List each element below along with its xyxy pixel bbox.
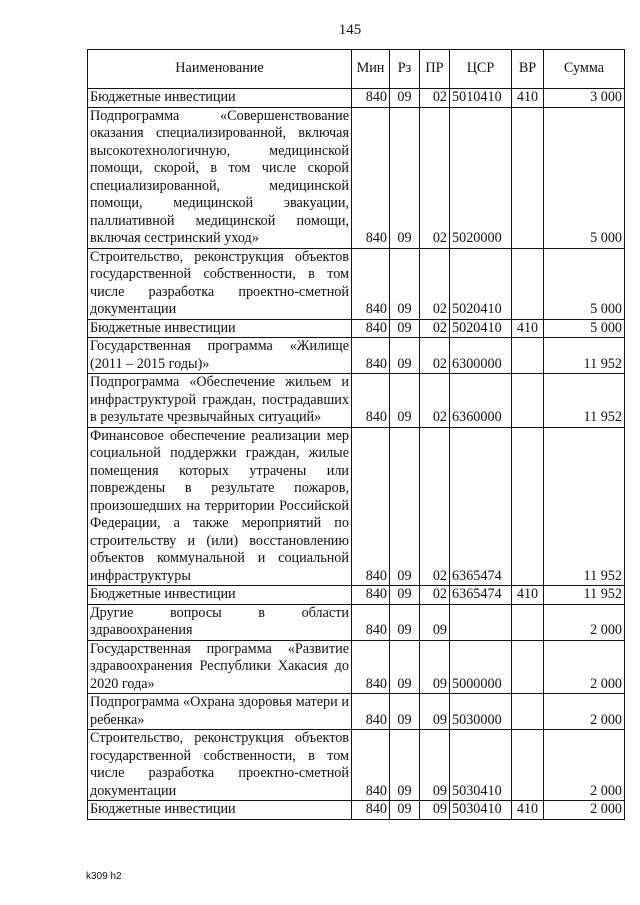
row-min: 840 [352,694,390,730]
row-rz: 09 [390,586,420,605]
row-rz: 09 [390,319,420,338]
row-name: Подпрограмма «Совершенствование оказания специализированной, включая высокотехнологичную, медицинской помощи, скорой, в том числе скорой специализированной, медицинской помощи, медицинской эвакуации, паллиативной медицинской помощи, включая сестринский уход» [88,107,352,248]
header-min: Мин [352,50,390,89]
row-pr: 02 [420,107,450,248]
row-name: Строительство, реконструкция объектов государственной собственности, в том числе разработка проектно-сметной документации [88,730,352,801]
footer-document-code: k309 h2 [86,871,122,882]
row-name: Государственная программа «Развитие здравоохранения Республики Хакасия до 2020 года» [88,640,352,694]
table-row [88,801,625,820]
header-name: Наименование [88,50,352,89]
row-rz: 09 [390,801,420,820]
row-pr: 02 [420,319,450,338]
table-row [88,586,625,605]
row-name: Подпрограмма «Обеспечение жильем и инфраструктурой граждан, пострадавших в результате чрезвычайных ситуаций» [88,374,352,428]
row-pr: 09 [420,604,450,640]
row-sum: 2 000 [544,604,625,640]
row-vr [512,640,544,694]
table-row [88,338,625,374]
page-number: 145 [338,22,362,38]
row-vr [512,730,544,801]
row-pr: 02 [420,248,450,319]
row-min: 840 [352,586,390,605]
row-rz: 09 [390,338,420,374]
row-min: 840 [352,374,390,428]
row-name: Подпрограмма «Охрана здоровья матери и ребенка» [88,694,352,730]
row-vr [512,338,544,374]
row-pr: 02 [420,374,450,428]
row-csr: 5020410 [450,248,512,319]
row-name: Государственная программа «Жилище (2011 – 2015 годы)» [88,338,352,374]
row-min: 840 [352,338,390,374]
row-name: Финансовое обеспечение реализации мер социальной поддержки граждан, жилые помещения которых утрачены или повреждены в результате пожаров, произошедших на территории Российской Федерации, а также мероприятий по строительству и (или) восстановлению объектов коммунальной и социальной инфраструктуры [88,427,352,586]
row-min: 840 [352,89,390,108]
table-row [88,248,625,319]
row-rz: 09 [390,248,420,319]
row-csr: 5030410 [450,801,512,820]
row-min: 840 [352,319,390,338]
row-sum: 2 000 [544,640,625,694]
row-rz: 09 [390,694,420,730]
header-csr: ЦСР [450,50,512,89]
row-pr: 09 [420,640,450,694]
row-pr: 09 [420,730,450,801]
row-rz: 09 [390,640,420,694]
row-pr: 02 [420,89,450,108]
row-min: 840 [352,107,390,248]
row-vr: 410 [512,586,544,605]
row-csr: 5020000 [450,107,512,248]
row-sum: 2 000 [544,801,625,820]
row-name: Бюджетные инвестиции [88,586,352,605]
row-rz: 09 [390,107,420,248]
row-csr: 5030000 [450,694,512,730]
row-sum: 11 952 [544,338,625,374]
table-row [88,730,625,801]
row-sum: 11 952 [544,427,625,586]
row-pr: 02 [420,586,450,605]
row-csr: 5000000 [450,640,512,694]
row-csr: 6300000 [450,338,512,374]
row-vr: 410 [512,89,544,108]
row-rz: 09 [390,730,420,801]
header-row [88,50,625,89]
row-csr: 5010410 [450,89,512,108]
table-row [88,640,625,694]
row-min: 840 [352,640,390,694]
table-row [88,694,625,730]
row-min: 840 [352,730,390,801]
row-name: Бюджетные инвестиции [88,319,352,338]
table-row [88,604,625,640]
table-row [88,374,625,428]
row-vr: 410 [512,319,544,338]
row-min: 840 [352,604,390,640]
row-csr: 5030410 [450,730,512,801]
row-pr: 02 [420,338,450,374]
header-rz: Рз [390,50,420,89]
row-sum: 5 000 [544,248,625,319]
budget-table [87,49,625,820]
row-rz: 09 [390,604,420,640]
row-vr [512,107,544,248]
row-pr: 02 [420,427,450,586]
row-min: 840 [352,427,390,586]
row-name: Бюджетные инвестиции [88,801,352,820]
row-vr [512,604,544,640]
row-sum: 5 000 [544,319,625,338]
row-name: Другие вопросы в области здравоохранения [88,604,352,640]
header-pr: ПР [420,50,450,89]
row-pr: 09 [420,694,450,730]
row-pr: 09 [420,801,450,820]
row-csr: 6360000 [450,374,512,428]
row-sum: 2 000 [544,730,625,801]
table-row [88,427,625,586]
row-sum: 2 000 [544,694,625,730]
header-vr: ВР [512,50,544,89]
row-sum: 3 000 [544,89,625,108]
row-sum: 5 000 [544,107,625,248]
row-min: 840 [352,801,390,820]
table-row [88,89,625,108]
row-csr: 6365474 [450,427,512,586]
row-name: Бюджетные инвестиции [88,89,352,108]
row-vr [512,374,544,428]
row-rz: 09 [390,427,420,586]
row-name: Строительство, реконструкция объектов государственной собственности, в том числе разработка проектно-сметной документации [88,248,352,319]
row-vr [512,694,544,730]
table-row [88,319,625,338]
row-csr: 5020410 [450,319,512,338]
row-sum: 11 952 [544,586,625,605]
table-row [88,107,625,248]
row-csr [450,604,512,640]
header-sum: Сумма [544,50,625,89]
row-rz: 09 [390,374,420,428]
row-vr [512,248,544,319]
row-rz: 09 [390,89,420,108]
row-min: 840 [352,248,390,319]
row-sum: 11 952 [544,374,625,428]
row-vr [512,427,544,586]
row-csr: 6365474 [450,586,512,605]
row-vr: 410 [512,801,544,820]
